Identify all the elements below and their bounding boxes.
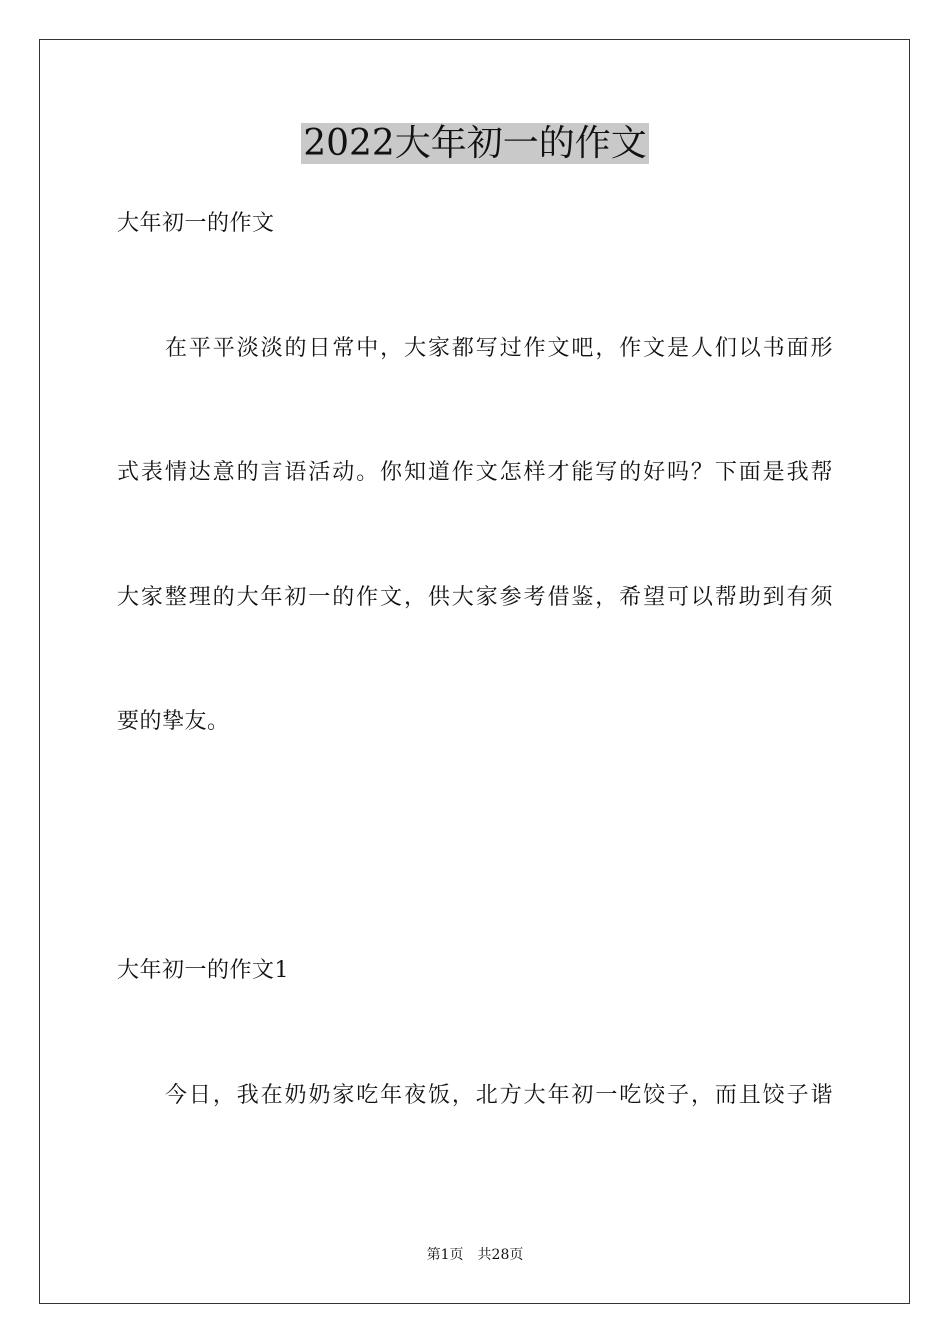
page-number-footer: 第1页 共28页: [426, 1247, 524, 1263]
section-heading: 大年初一的作文1: [117, 958, 289, 983]
document-title-text: 2022大年初一的作文: [303, 123, 647, 164]
intro-paragraph-line-4: 要的挚友。: [117, 709, 230, 734]
section-paragraph-line-1: 今日，我在奶奶家吃年夜饭，北方大年初一吃饺子，而且饺子谐: [165, 1083, 833, 1108]
intro-paragraph-line-2: 式表情达意的言语活动。你知道作文怎样才能写的好吗？下面是我帮: [117, 460, 833, 485]
document-title: [0, 123, 950, 164]
document-heading: 大年初一的作文: [117, 211, 275, 236]
intro-paragraph-line-3: 大家整理的大年初一的作文，供大家参考借鉴，希望可以帮助到有须: [117, 585, 833, 610]
intro-paragraph-line-1: 在平平淡淡的日常中，大家都写过作文吧，作文是人们以书面形: [165, 336, 833, 361]
